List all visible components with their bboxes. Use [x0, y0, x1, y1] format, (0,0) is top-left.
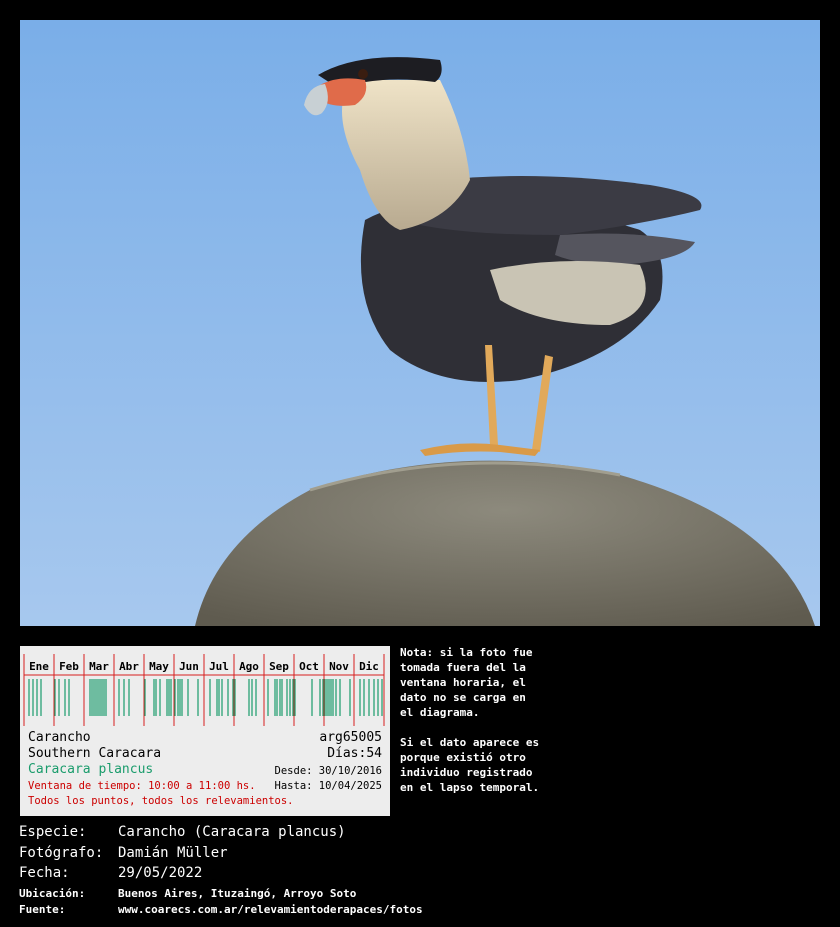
note-text [400, 645, 600, 810]
english-name: Southern Caracara [28, 746, 162, 761]
month-label: May [149, 660, 169, 673]
month-label: Ene [29, 660, 49, 673]
time-window: Ventana de tiempo: 10:00 a 11:00 hs. [28, 780, 256, 792]
especie-value: Carancho (Caracara plancus) [118, 824, 346, 840]
ubicacion-value: Buenos Aires, Ituzaingó, Arroyo Soto [118, 887, 357, 900]
month-diagram [20, 646, 390, 726]
fuente-value: www.coarecs.com.ar/relevamientoderapaces/fotos [118, 903, 423, 916]
month-label: Ago [239, 660, 259, 673]
bird-photo [20, 20, 820, 626]
observation-panel [20, 646, 390, 816]
fotografo-value: Damián Müller [118, 845, 228, 861]
month-label: Mar [89, 660, 109, 673]
todos-note: Todos los puntos, todos los relevamientos. [28, 795, 294, 807]
note-paragraph-1: Nota: si la foto fue tomada fuera del la ventana horaria, el dato no se carga en el diagrama. [400, 646, 533, 719]
common-name: Carancho [28, 730, 91, 745]
fecha-label: Fecha: [19, 865, 70, 881]
hasta-date: Hasta: 10/04/2025 [274, 780, 382, 792]
desde-date: Desde: 30/10/2016 [274, 765, 382, 777]
ubicacion-row [19, 887, 356, 900]
fecha-value: 29/05/2022 [118, 865, 203, 881]
fotografo-label: Fotógrafo: [19, 845, 104, 861]
scientific-name: Caracara plancus [28, 762, 154, 777]
month-label: Dic [359, 660, 379, 673]
month-label: Feb [59, 660, 79, 673]
month-label: Abr [119, 660, 139, 673]
month-label: Jul [209, 660, 229, 673]
fecha-row [19, 865, 202, 881]
especie-label: Especie: [19, 824, 87, 840]
ubicacion-label: Ubicación: [19, 887, 86, 900]
record-id: arg65005 [319, 730, 382, 745]
month-label: Jun [179, 660, 199, 673]
fuente-label: Fuente: [19, 903, 66, 916]
month-label: Sep [269, 660, 289, 673]
month-label: Nov [329, 660, 349, 673]
days-count: Días:54 [327, 746, 382, 761]
especie-row [19, 824, 346, 840]
fotografo-row [19, 845, 228, 861]
note-paragraph-2: Si el dato aparece es porque existió otro individuo registrado en el lapso temporal. [400, 736, 540, 794]
month-label: Oct [299, 660, 319, 673]
fuente-row [19, 903, 423, 916]
